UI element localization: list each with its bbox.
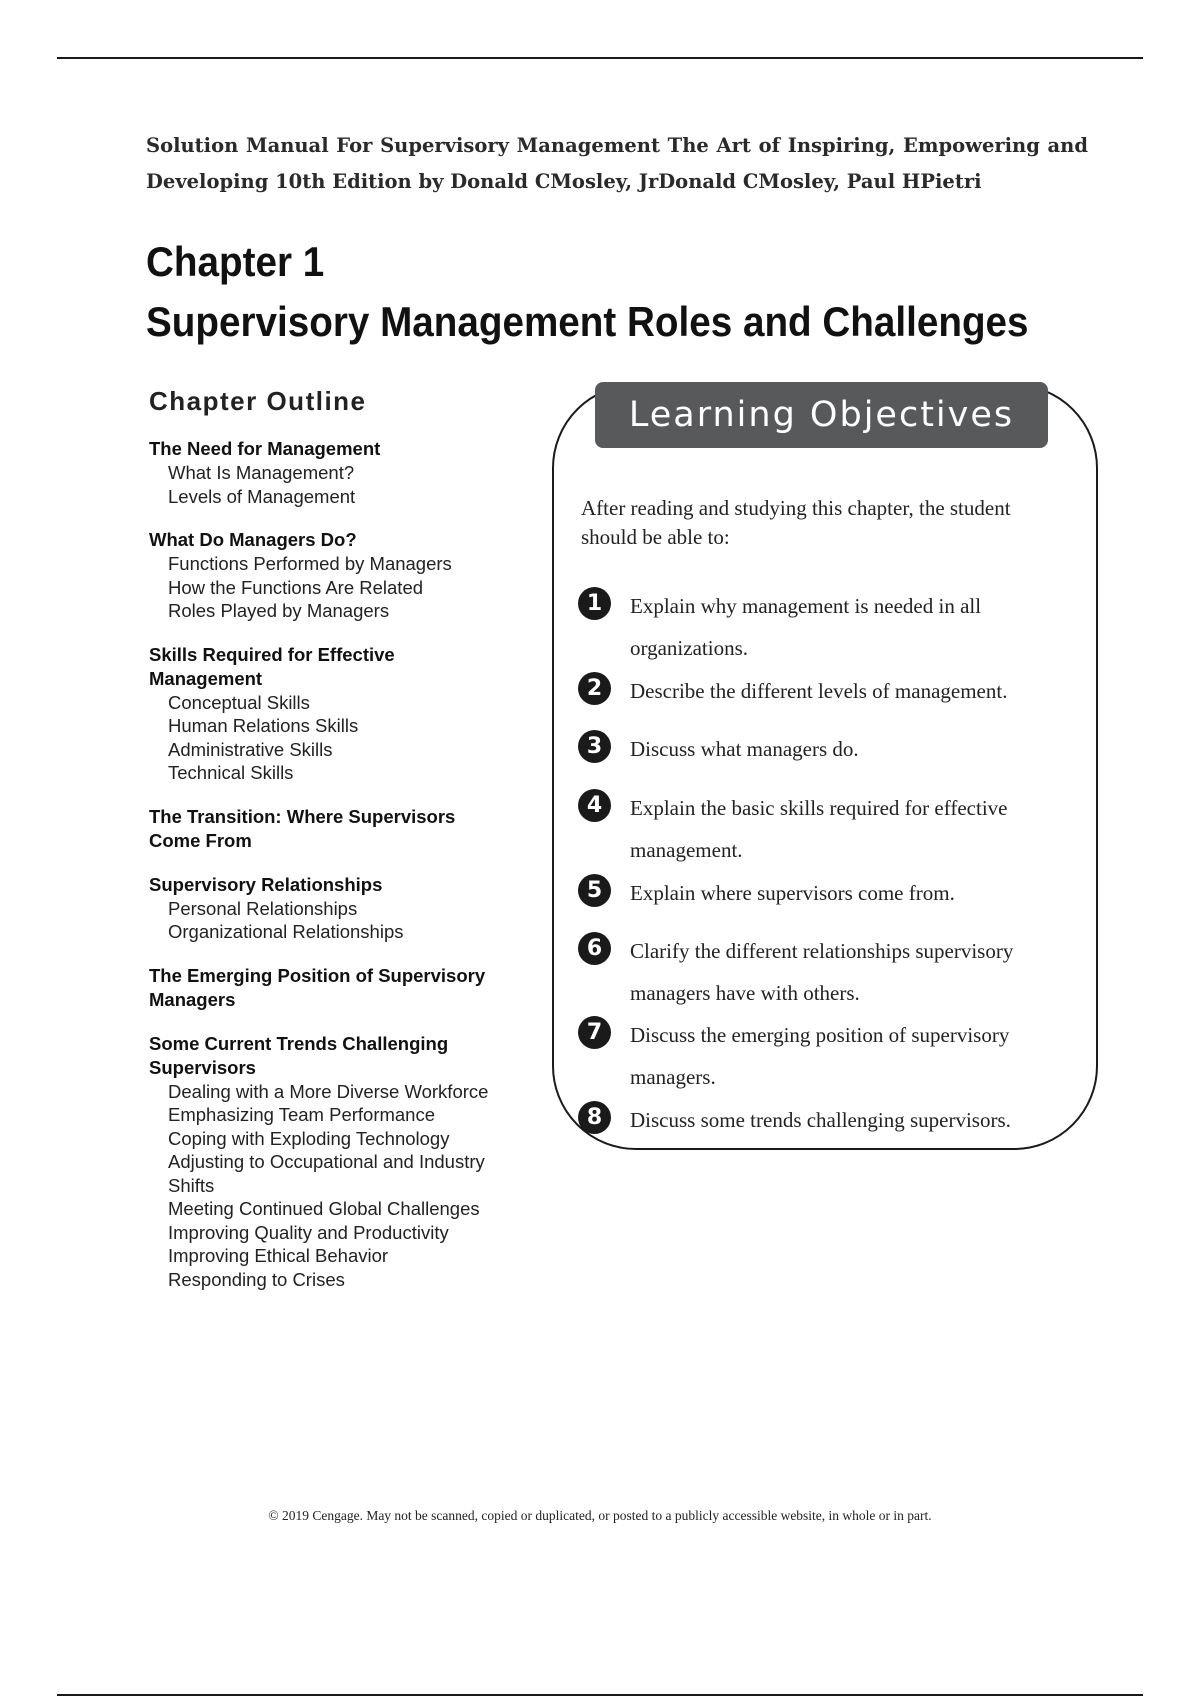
outline-subtopic: Emphasizing Team Performance (168, 1104, 436, 1125)
outline-subtopic: Personal Relationships (168, 897, 358, 919)
objective-item (578, 670, 1058, 712)
objective-item (578, 1099, 1058, 1141)
objective-item (578, 930, 1058, 1014)
objective-number-badge: 8 (578, 1101, 611, 1134)
chapter-outline (149, 386, 509, 1311)
objective-item (578, 728, 1058, 770)
objective-item (578, 1014, 1058, 1098)
objective-text: Discuss some trends challenging supervisors. (630, 1108, 1011, 1132)
outline-subtopic: Functions Performed by Managers (168, 553, 452, 574)
document-title: Solution Manual For Supervisory Management The Art of Inspiring, Empowering and Developing 10th Edition by Donald CMosley, JrDonald CMosley, Paul HPietri (146, 134, 1088, 193)
objective-number-badge: 7 (578, 1016, 611, 1049)
objective-number-badge: 6 (578, 932, 611, 965)
outline-subtopic: Coping with Exploding Technology (168, 1127, 450, 1149)
outline-section (149, 873, 509, 944)
outline-subtopic: Responding to Crises (168, 1268, 345, 1290)
learning-objectives-banner: Learning Objectives (595, 382, 1048, 448)
outline-subtopic: Adjusting to Occupational and Industry Shifts (168, 1151, 485, 1196)
outline-section-heading: Supervisory Relationships (149, 873, 383, 895)
outline-subtopic: Human Relations Skills (168, 715, 359, 736)
chapter-number: Chapter 1 (146, 238, 325, 285)
objective-text: Discuss what managers do. (630, 737, 859, 761)
objective-text: Explain the basic skills required for effective management. (630, 796, 1008, 862)
outline-section-heading: The Transition: Where Supervisors Come From (149, 805, 456, 851)
objective-number-badge: 3 (578, 730, 611, 763)
objective-text: Explain why management is needed in all organizations. (630, 594, 982, 660)
outline-section-heading: What Do Managers Do? (149, 529, 357, 550)
learning-objectives-intro: After reading and studying this chapter, the student should be able to: (581, 496, 1011, 549)
outline-subtopic: What Is Management? (168, 462, 355, 483)
outline-subtopic: Dealing with a More Diverse Workforce (168, 1080, 489, 1102)
outline-subtopic: Improving Quality and Productivity (168, 1221, 449, 1243)
outline-section-heading: Some Current Trends Challenging Supervisors (149, 1032, 449, 1078)
objective-item (578, 872, 1058, 914)
objective-text: Clarify the different relationships supervisory managers have with others. (630, 939, 1014, 1005)
objective-number-badge: 1 (578, 587, 611, 620)
outline-section-heading: Skills Required for Effective Management (149, 643, 395, 689)
objective-text: Discuss the emerging position of supervisory managers. (630, 1023, 1010, 1089)
outline-title: Chapter Outline (149, 386, 367, 416)
outline-subtopic: Meeting Continued Global Challenges (168, 1198, 480, 1219)
objective-item (578, 585, 1058, 669)
copyright-footer: © 2019 Cengage. May not be scanned, copied or duplicated, or posted to a publicly accessible website, in whole or in part. (268, 1508, 932, 1523)
outline-section-heading: The Emerging Position of Supervisory Managers (149, 964, 486, 1010)
outline-section (149, 437, 509, 508)
outline-subtopic: Technical Skills (168, 762, 294, 783)
objective-number-badge: 2 (578, 672, 611, 705)
objective-number-badge: 4 (578, 789, 611, 822)
outline-section (149, 528, 509, 623)
outline-subtopic: Roles Played by Managers (168, 600, 390, 621)
outline-subtopic: Conceptual Skills (168, 691, 310, 713)
outline-subtopic: Levels of Management (168, 485, 356, 507)
objective-text: Describe the different levels of management. (630, 679, 1008, 703)
bottom-rule (57, 1694, 1143, 1696)
outline-section (149, 643, 509, 785)
objective-number-badge: 5 (578, 874, 611, 907)
outline-subtopic: How the Functions Are Related (168, 576, 424, 598)
chapter-title: Supervisory Management Roles and Challenges (146, 298, 1029, 345)
chapter-heading (146, 232, 1029, 352)
top-rule (57, 57, 1143, 59)
objective-text: Explain where supervisors come from. (630, 881, 955, 905)
outline-subtopic: Administrative Skills (168, 738, 333, 760)
outline-subtopic: Improving Ethical Behavior (168, 1245, 389, 1266)
outline-section (149, 964, 509, 1012)
objective-item (578, 787, 1058, 871)
outline-section-heading: The Need for Management (149, 438, 381, 459)
outline-section (149, 1032, 509, 1292)
outline-section (149, 805, 509, 853)
outline-subtopic: Organizational Relationships (168, 921, 404, 942)
